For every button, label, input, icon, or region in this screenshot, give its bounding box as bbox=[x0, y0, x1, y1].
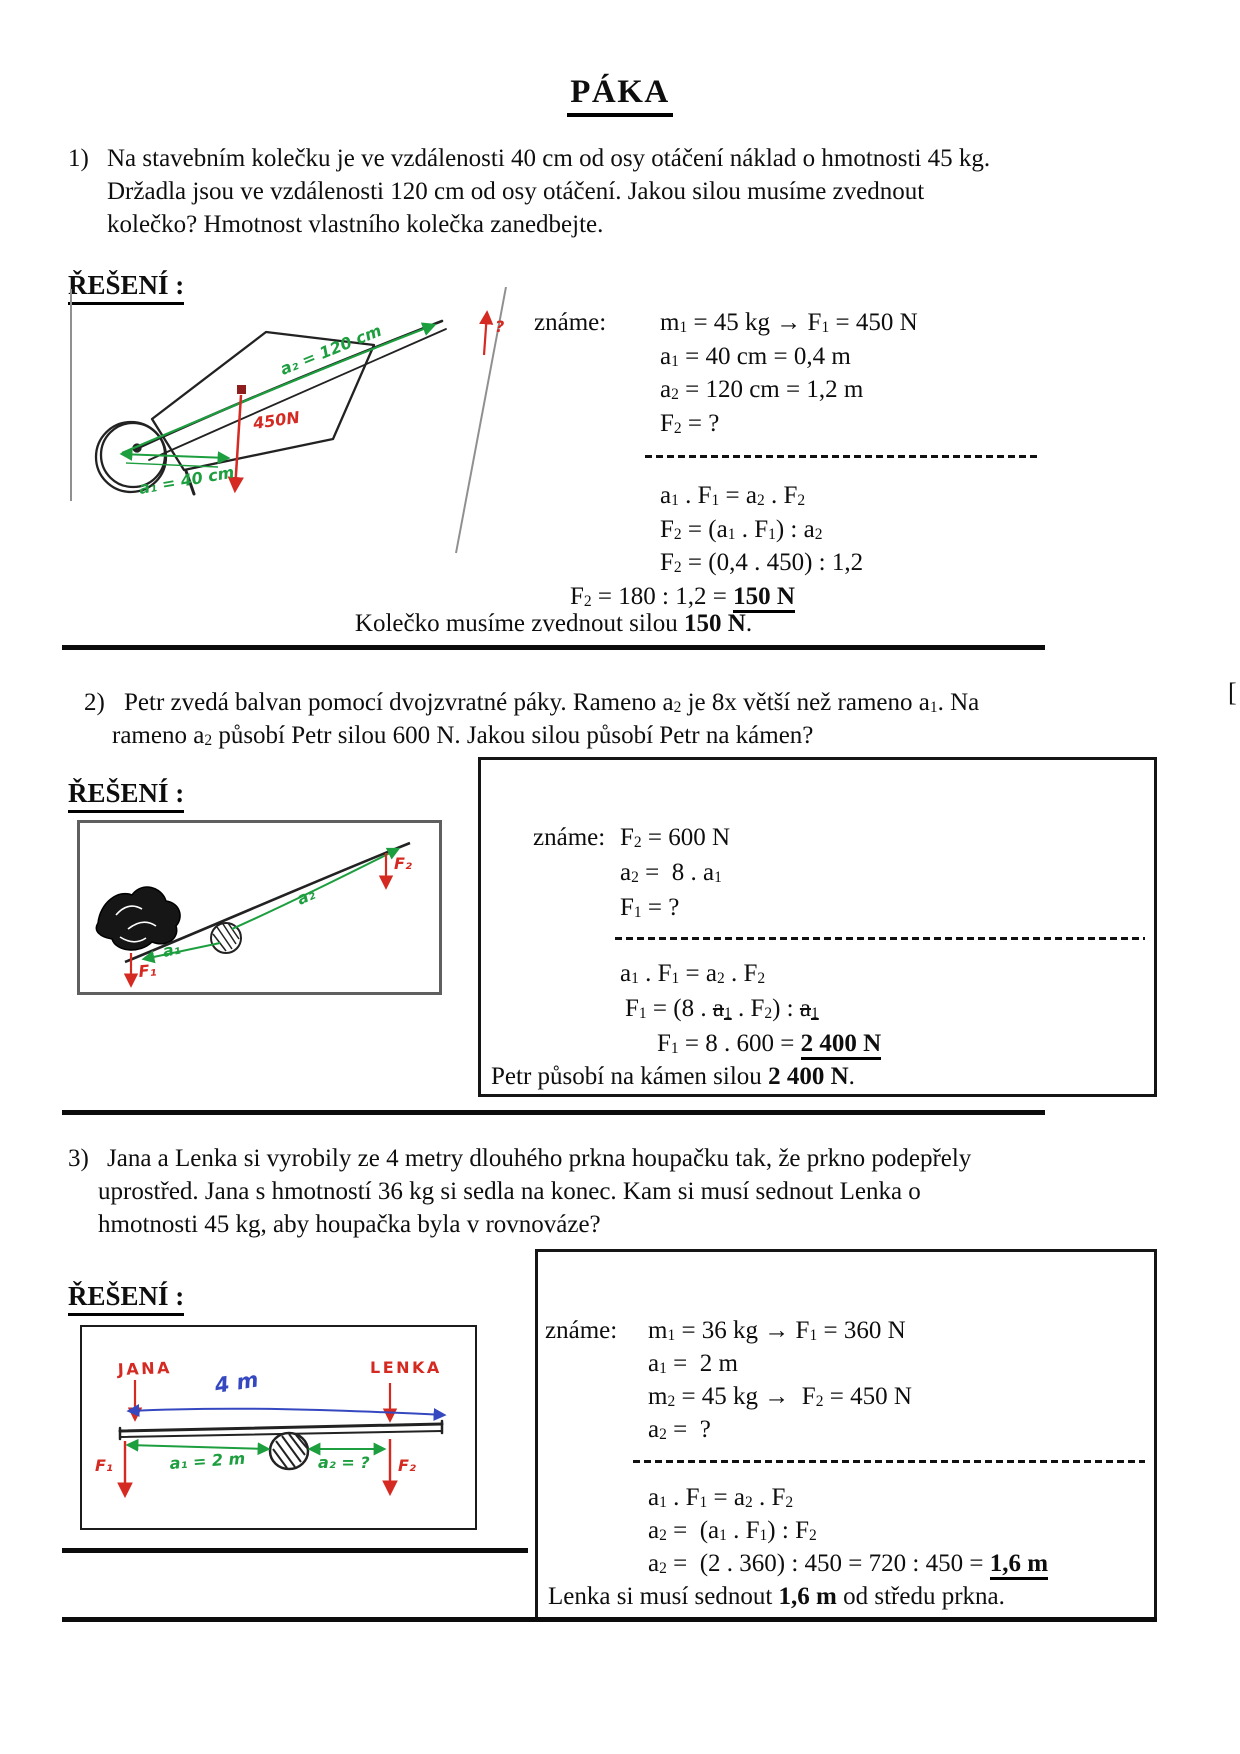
f1-label: F₁ bbox=[95, 1456, 113, 1475]
zname-label: známe: bbox=[533, 824, 606, 851]
load-point-square bbox=[237, 385, 246, 394]
equation-line: $F_1 = (8$ . $a_1$ . $F_2$) : $a_1$ bbox=[625, 995, 819, 1022]
known-line: známe: $m_1 = 45$ kg → $F_1 = 450$ N bbox=[534, 306, 1054, 340]
diagram-3-underline bbox=[62, 1548, 528, 1553]
known-line: $a_2$ = ? bbox=[648, 1416, 711, 1443]
lenka-label: LENKA bbox=[370, 1358, 442, 1377]
rock-lever-sketch bbox=[80, 823, 439, 992]
reseni-heading-2: ŘEŠENÍ : bbox=[68, 778, 184, 813]
force-450n-label: 450N bbox=[251, 407, 301, 433]
reseni-heading-1: ŘEŠENÍ : bbox=[68, 270, 184, 305]
span-arrow bbox=[129, 1409, 444, 1415]
seesaw-sketch bbox=[82, 1327, 474, 1527]
diagram-3-box bbox=[80, 1325, 477, 1530]
known-line: $a_1 = 2$ m bbox=[648, 1350, 738, 1377]
page-title-row bbox=[0, 74, 1240, 117]
equation-line: $a_2 = (a_1$ . $F_1$) : $F_2$ bbox=[648, 1517, 817, 1544]
known-line: $F_1$ = ? bbox=[620, 894, 680, 921]
known-line: $m_2 = 45$ kg → $F_2 = 450$ N bbox=[648, 1383, 912, 1410]
handle-line-2 bbox=[149, 329, 446, 460]
a2-length-label: a₂ = 120 cm bbox=[277, 320, 385, 379]
question-mark-label: ? bbox=[495, 317, 505, 336]
solution-block-1 bbox=[534, 306, 1054, 613]
problem-1-line: Na stavebním kolečku je ve vzdálenosti 40 cm od osy otáčení náklad o hmotnosti 45 kg. bbox=[107, 145, 991, 172]
result-line: $a_2 = (2$ . 360) : 450 = 720 : 450 = 1,6 m bbox=[545, 1547, 1150, 1580]
a1-label: a₁ = 2 m bbox=[168, 1448, 246, 1473]
zname-label: známe: bbox=[545, 1317, 618, 1344]
jana-label: JANA bbox=[117, 1358, 173, 1379]
known-line: $F_2$ = ? bbox=[660, 409, 720, 437]
a2-label: a₂ bbox=[293, 884, 318, 909]
span-4m-label: 4 m bbox=[213, 1367, 261, 1398]
equation-line: $F_2 = (0,4$ . 450) : 1,2 bbox=[660, 549, 864, 576]
lift-question-arrow bbox=[484, 313, 487, 355]
diagram-2-box bbox=[77, 820, 442, 995]
f2-label: F₂ bbox=[394, 854, 412, 873]
section-divider-3 bbox=[62, 1617, 1157, 1622]
known-line: $a_2 = 120$ cm = 1,2 m bbox=[660, 376, 864, 403]
known-line: známe: $m_1 = 36$ kg → $F_1 = 360$ N bbox=[545, 1314, 1150, 1347]
section-divider-1 bbox=[62, 645, 1045, 650]
problem-1-line: kolečko? Hmotnost vlastního kolečka zanedbejte. bbox=[107, 211, 604, 238]
bracket-artifact: [ bbox=[1228, 678, 1237, 707]
equation-line: $a_1$ . $F_1 = a_2$ . $F_2$ bbox=[648, 1484, 794, 1511]
reseni-heading-3: ŘEŠENÍ : bbox=[68, 1281, 184, 1316]
solution-block-2 bbox=[533, 820, 1133, 1061]
problem-3-line: hmotnosti 45 kg, aby houpačka byla v rovnováze? bbox=[98, 1211, 601, 1238]
a2-label: a₂ = ? bbox=[318, 1453, 370, 1472]
force-450n-line bbox=[235, 395, 241, 490]
equation-line: $F_2 = (a_1$ . $F_1$) : $a_2$ bbox=[660, 515, 823, 543]
wheelbarrow-sketch bbox=[70, 287, 515, 557]
problem-1-line: Držadla jsou ve vzdálenosti 120 cm od osy otáčení. Jakou silou musíme zvednout bbox=[107, 178, 925, 205]
a2-arrow bbox=[232, 849, 398, 929]
known-line: známe: $F_2 = 600$ N bbox=[533, 820, 1133, 855]
equation-line: $a_1$ . $F_1 = a_2$ . $F_2$ bbox=[620, 960, 766, 987]
known-line: $a_1 = 40$ cm = 0,4 m bbox=[660, 342, 851, 370]
section-divider-2 bbox=[62, 1110, 1045, 1115]
f2-label: F₂ bbox=[398, 1456, 416, 1475]
problem-3-line: Jana a Lenka si vyrobily ze 4 metry dlouhého prkna houpačku tak, že prkno podepřely bbox=[107, 1145, 972, 1172]
problem-1-number: 1) bbox=[68, 145, 89, 172]
conclusion-1: Kolečko musíme zvednout silou 150 N. bbox=[354, 610, 753, 637]
a1-label: a₁ bbox=[160, 938, 183, 961]
problem-3-number: 3) bbox=[68, 1145, 89, 1172]
page-title: PÁKA bbox=[567, 74, 673, 117]
solution-box-3 bbox=[535, 1249, 1157, 1620]
divider-line bbox=[615, 937, 1145, 940]
result-line: $F_2 = 180$ : 1,2 = 150 N bbox=[534, 580, 1054, 614]
f1-label: F₁ bbox=[137, 960, 158, 981]
divider-line bbox=[633, 1460, 1145, 1463]
solution-block-3 bbox=[545, 1314, 1150, 1613]
a1-length-label: a₁ = 40 cm bbox=[137, 462, 236, 498]
equation-line: $a_1$ . $F_1 = a_2$ . $F_2$ bbox=[660, 482, 806, 509]
known-line: $a_2 = 8$ . $a_1$ bbox=[620, 859, 722, 886]
a2-arrow bbox=[122, 325, 434, 453]
divider-line bbox=[645, 455, 1040, 458]
result-line: $F_1 = 8$ . 600 = 2 400 N bbox=[533, 1026, 1133, 1061]
problem-2-number: 2) bbox=[84, 689, 105, 716]
conclusion-2: Petr působí na kámen silou 2 400 N. bbox=[491, 1063, 855, 1090]
problem-2-line: rameno $a_2$ působí Petr silou 600 N. Jakou silou působí Petr na kámen? bbox=[112, 722, 814, 749]
plank-top-line bbox=[120, 1424, 442, 1431]
problem-1-text bbox=[68, 142, 1068, 241]
a1-dimension-arrow bbox=[128, 1445, 268, 1449]
problem-3-line: uprostřed. Jana s hmotností 36 kg si sedla na konec. Kam si musí sednout Lenka o bbox=[98, 1178, 921, 1205]
conclusion-3: Lenka si musí sednout 1,6 m od středu prkna. bbox=[548, 1583, 1005, 1610]
solution-box-2 bbox=[478, 757, 1157, 1097]
problem-2-text bbox=[84, 686, 1144, 752]
zname-label: známe: bbox=[534, 309, 607, 336]
problem-2-line: Petr zvedá balvan pomocí dvojzvratné páky. Rameno $a_2$ je 8x větší než rameno $a_1$. Na bbox=[124, 689, 980, 716]
problem-3-text bbox=[68, 1142, 1088, 1241]
